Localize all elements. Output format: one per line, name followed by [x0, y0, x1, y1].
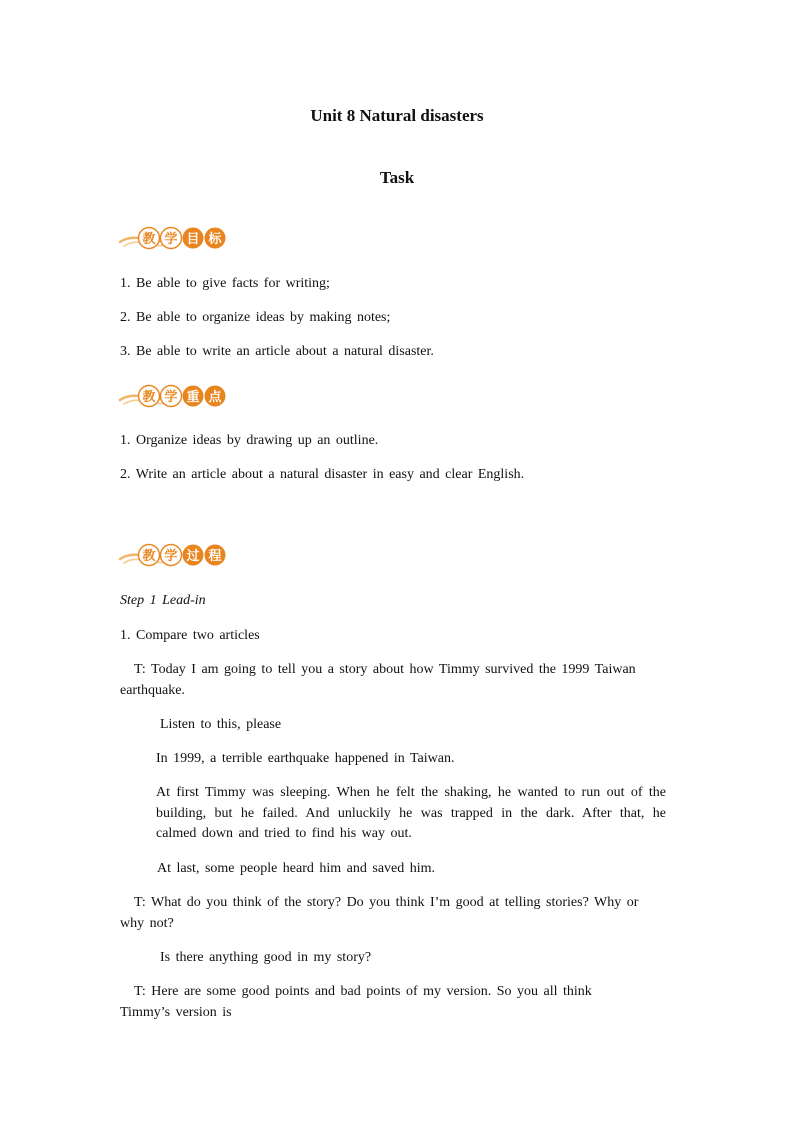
badge-char: 点 [208, 390, 222, 405]
objective-item: 2. Be able to organize ideas by making notes; [120, 310, 391, 325]
badge-char: 重 [186, 390, 200, 405]
section-badge-process [118, 541, 228, 569]
badge-char: 教 [142, 232, 156, 247]
process-item: 1. Compare two articles [120, 628, 260, 643]
badge-char: 过 [186, 549, 200, 564]
badge-char: 标 [208, 232, 222, 247]
badge-char: 学 [164, 390, 178, 405]
section-badge-key-points [118, 382, 228, 410]
anything-good-prompt: Is there anything good in my story? [160, 950, 372, 965]
objective-item: 1. Be able to give facts for writing; [120, 276, 330, 291]
story-paragraph: At first Timmy was sleeping. When he felt the shaking, he wanted to run out of the building, but he failed. And unluckily he was trapped in the dark. After that, he calmed down and tried to find his way out. [156, 785, 666, 841]
key-point-item: 1. Organize ideas by drawing up an outline. [120, 433, 379, 448]
badge-char: 教 [142, 390, 156, 405]
story-paragraph: At last, some people heard him and saved him. [157, 861, 436, 876]
objective-item: 3. Be able to write an article about a natural disaster. [120, 344, 434, 359]
section-badge-objectives [118, 224, 228, 252]
teacher-intro: T: Today I am going to tell you a story about how Timmy survived the 1999 Taiwan earthquake. [120, 662, 636, 698]
document-subtitle: Task [379, 168, 415, 187]
key-point-item: 2. Write an article about a natural disaster in easy and clear English. [120, 467, 525, 482]
badge-char: 学 [164, 232, 178, 247]
badge-char: 目 [186, 232, 200, 247]
teacher-question: T: What do you think of the story? Do you think I’m good at telling stories? Why or why not? [120, 895, 639, 931]
teacher-points: T: Here are some good points and bad points of my version. So you all think Timmy’s version is [120, 984, 592, 1020]
badge-char: 程 [208, 549, 222, 564]
step-heading: Step 1 Lead-in [120, 593, 206, 608]
listen-prompt: Listen to this, please [160, 717, 282, 732]
badge-char: 学 [164, 549, 178, 564]
document-title: Unit 8 Natural disasters [310, 106, 484, 125]
badge-char: 教 [142, 549, 156, 564]
story-paragraph: In 1999, a terrible earthquake happened in Taiwan. [156, 751, 455, 766]
